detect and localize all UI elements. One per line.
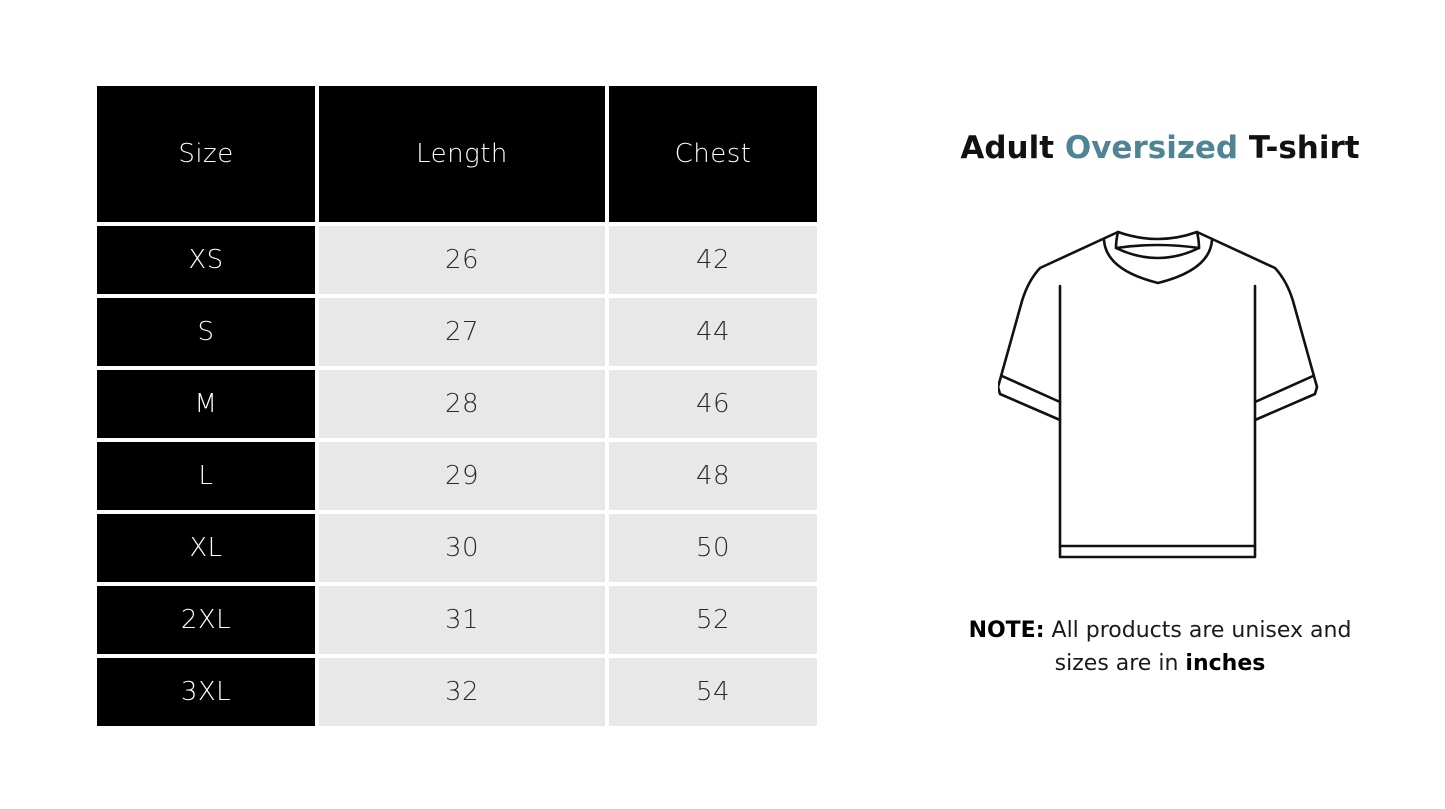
size-cell: S	[97, 298, 319, 370]
title-suffix: T-shirt	[1248, 130, 1360, 166]
title-accent: Oversized	[1064, 130, 1239, 166]
length-cell: 28	[319, 370, 609, 442]
chest-cell: 52	[609, 586, 817, 658]
length-cell: 32	[319, 658, 609, 726]
length-cell: 30	[319, 514, 609, 586]
chest-cell: 44	[609, 298, 817, 370]
note-units: inches	[1185, 651, 1266, 676]
chest-cell: 42	[609, 226, 817, 298]
note-text-line2: sizes are in	[1054, 651, 1179, 676]
sizing-note	[920, 614, 1400, 680]
size-chart-table	[97, 86, 817, 726]
chest-cell: 50	[609, 514, 817, 586]
table-row	[97, 658, 817, 726]
note-label: NOTE:	[968, 618, 1045, 643]
chest-cell: 48	[609, 442, 817, 514]
header-length: Length	[319, 86, 609, 226]
table-row	[97, 514, 817, 586]
size-cell: 2XL	[97, 586, 319, 658]
header-chest: Chest	[609, 86, 817, 226]
table-row	[97, 442, 817, 514]
product-info-panel	[920, 0, 1400, 809]
table-row	[97, 298, 817, 370]
table-row	[97, 370, 817, 442]
length-cell: 27	[319, 298, 609, 370]
size-cell: XL	[97, 514, 319, 586]
size-cell: L	[97, 442, 319, 514]
header-size: Size	[97, 86, 319, 226]
table-row	[97, 226, 817, 298]
size-cell: M	[97, 370, 319, 442]
length-cell: 29	[319, 442, 609, 514]
length-cell: 26	[319, 226, 609, 298]
chest-cell: 46	[609, 370, 817, 442]
product-title	[920, 130, 1400, 166]
note-text-line1: All products are unisex and	[1051, 618, 1352, 643]
title-prefix: Adult	[960, 130, 1055, 166]
table-row	[97, 586, 817, 658]
tshirt-outline-icon	[998, 226, 1322, 564]
table-header-row	[97, 86, 817, 226]
size-cell: 3XL	[97, 658, 319, 726]
size-cell: XS	[97, 226, 319, 298]
length-cell: 31	[319, 586, 609, 658]
chest-cell: 54	[609, 658, 817, 726]
